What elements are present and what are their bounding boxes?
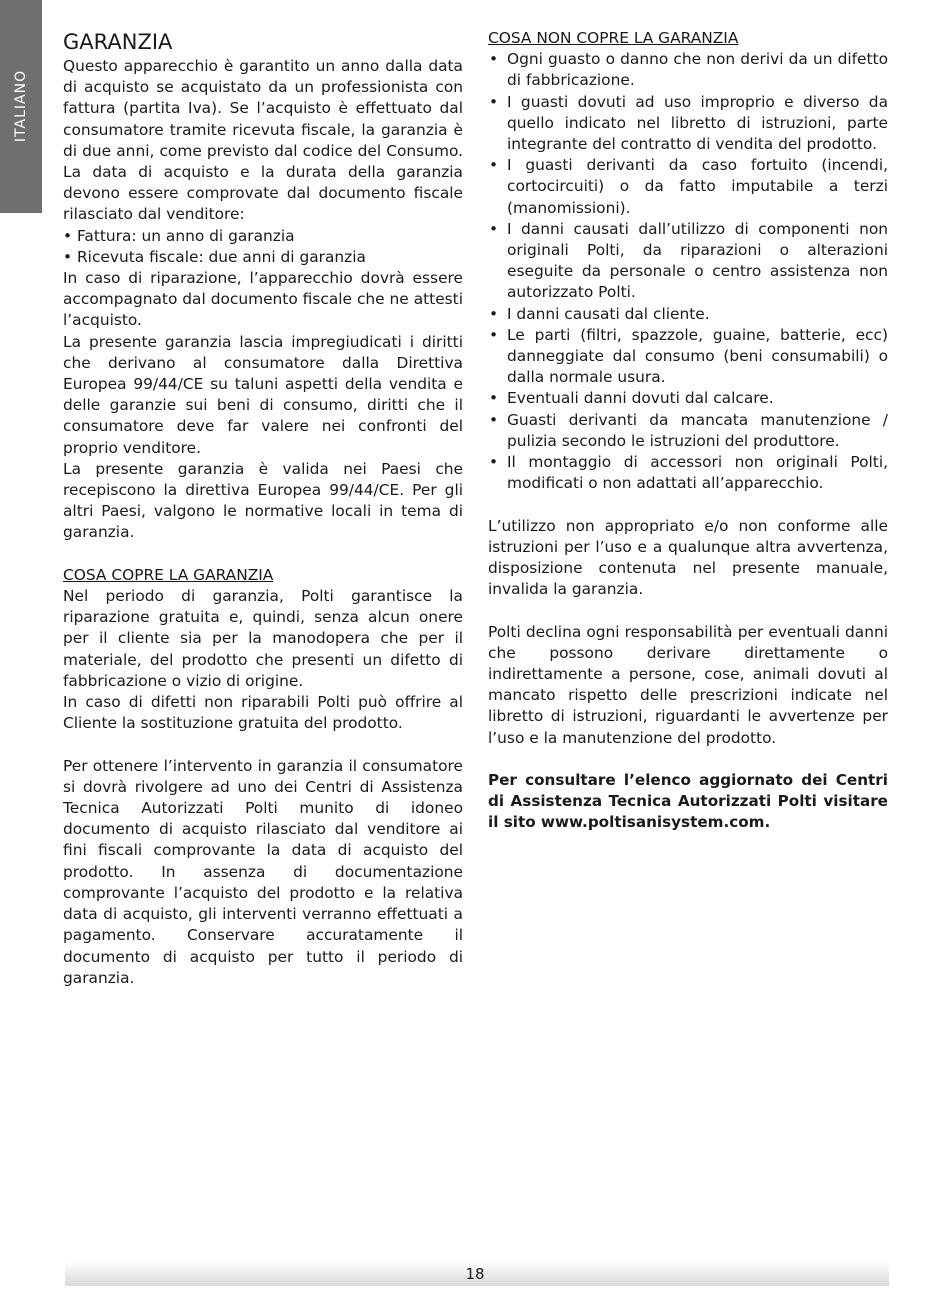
page-number: 18 — [465, 1265, 485, 1283]
service-paragraph: Per ottenere l’intervento in garanzia il consumatore si dovrà rivolgere ad uno dei Centri di Assistenza Tecnica Autorizzati Polti munito di idoneo documento di acquisto rilasciato dal venditore ai fini fiscali comprovante la data di acquisto del prodotto. In assenza di documentazione comprovante l’acquisto del prodotto e la relativa data di acquisto, gli interventi verranno effettuati a pagamento. Conservare accuratamente il documento di acquisto per tutto il periodo di garanzia. — [63, 756, 463, 987]
invoice-bullet: • Fattura: un anno di garanzia — [63, 226, 295, 245]
page-title: GARANZIA — [63, 30, 173, 54]
warranty-intro: Questo apparecchio è garantito un anno dalla data di acquisto se acquistato da un professionista con fattura (partita Iva). Se l’acquisto è effettuato dal consumatore tramite ricevuta fiscale, la garanzia è di due anni, come previsto dal codice del Consumo. La data di acquisto e la durata della garanzia devono essere comprovate dal documento fiscale rilasciato dal venditore: — [63, 57, 463, 224]
right-column — [488, 28, 888, 834]
liability-paragraph: Polti declina ogni responsabilità per eventuali danni che possono derivare direttamente o indirettamente a persone, cose, animali dovuti al mancato rispetto delle prescrizioni indicate nel libretto di istruzioni, riguardanti le avvertenze per l’uso e la manutenzione del prodotto. — [488, 622, 888, 747]
repair-paragraph: In caso di riparazione, l’apparecchio dovrà essere accompagnato dal documento fiscale che ne attesti l’acquisto. — [63, 269, 463, 330]
consumer-rights-paragraph: La presente garanzia lascia impregiudicati i diritti che derivano al consumatore dalla Direttiva Europea 99/44/CE su taluni aspetti della vendita e delle garanzie sui beni di consumo, diritti che il consumatore deve far valere nei confronti del proprio venditore. — [63, 332, 463, 457]
language-label: ITALIANO — [13, 69, 29, 143]
left-column — [63, 28, 463, 989]
language-side-tab — [0, 0, 42, 213]
list-item: • I guasti dovuti ad uso improprio e diverso da quello indicato nel libretto di istruzioni, parte integrante del contratto di vendita del prodotto. — [488, 92, 888, 156]
not-covered-list — [488, 49, 888, 494]
misuse-paragraph: L’utilizzo non appropriato e/o non conforme alle istruzioni per l’uso e a qualunque altra avvertenza, disposizione contenuta nel presente manuale, invalida la garanzia. — [488, 516, 888, 599]
service-centers-paragraph: Per consultare l’elenco aggiornato dei Centri di Assistenza Tecnica Autorizzati Polti visitare il sito www.poltisanisystem.com. — [488, 771, 888, 832]
covers-heading: COSA COPRE LA GARANZIA — [63, 565, 274, 584]
list-item: • Eventuali danni dovuti dal calcare. — [488, 388, 888, 409]
countries-paragraph: La presente garanzia è valida nei Paesi che recepiscono la direttiva Europea 99/44/CE. Per gli altri Paesi, valgono le normative locali in tema di garanzia. — [63, 459, 463, 542]
list-item: • Le parti (filtri, spazzole, guaine, batterie, ecc) danneggiate dal consumo (beni consumabili) o dalla normale usura. — [488, 325, 888, 389]
list-item: • I danni causati dal cliente. — [488, 304, 888, 325]
replacement-paragraph: In caso di difetti non riparabili Polti può offrire al Cliente la sostituzione gratuita del prodotto. — [63, 693, 463, 733]
list-item: • Guasti derivanti da mancata manutenzione / pulizia secondo le istruzioni del produttore. — [488, 410, 888, 452]
list-item: • Ogni guasto o danno che non derivi da un difetto di fabbricazione. — [488, 49, 888, 91]
receipt-bullet: • Ricevuta fiscale: due anni di garanzia — [63, 247, 366, 266]
covers-paragraph: Nel periodo di garanzia, Polti garantisce la riparazione gratuita e, quindi, senza alcun onere per il cliente sia per la manodopera che per il materiale, del prodotto che presenti un difetto di fabbricazione o vizio di origine. — [63, 587, 463, 690]
not-covered-heading: COSA NON COPRE LA GARANZIA — [488, 29, 739, 47]
list-item: • I guasti derivanti da caso fortuito (incendi, cortocircuiti) o da fatto imputabile a terzi (manomissioni). — [488, 155, 888, 219]
list-item: • Il montaggio di accessori non originali Polti, modificati o non adattati all’apparecchio. — [488, 452, 888, 494]
list-item: • I danni causati dall’utilizzo di componenti non originali Polti, da riparazioni o alterazioni eseguite da personale o centro assistenza non autorizzato Polti. — [488, 219, 888, 304]
